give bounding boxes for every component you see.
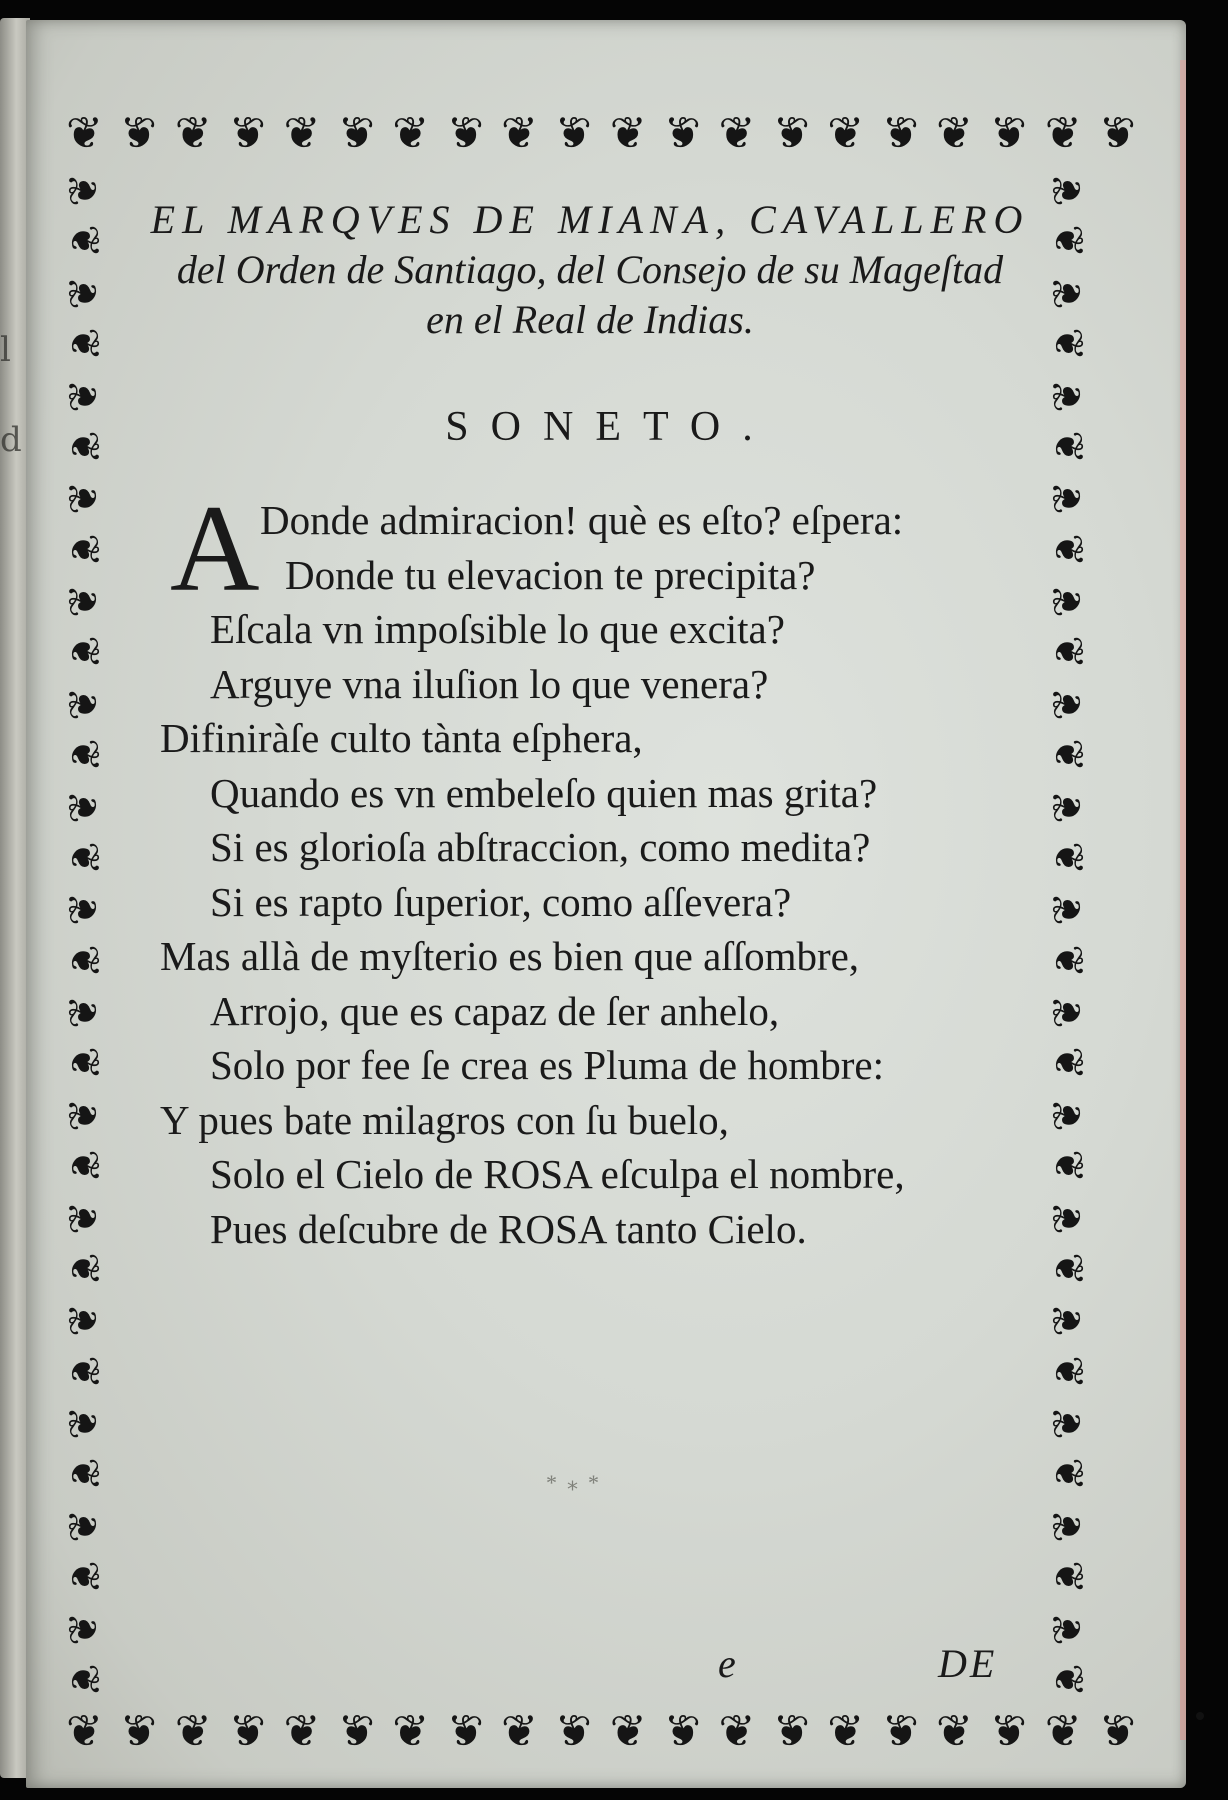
poem-line: Donde tu elevacion te precipita? — [285, 551, 816, 598]
fleuron-icon: ❦ — [60, 1252, 107, 1286]
poem-line: Donde admiracion! què es eſto? eſpera: — [260, 497, 904, 543]
fleuron-icon: ❦ — [718, 1706, 756, 1757]
fleuron-icon: ❦ — [1044, 1560, 1091, 1594]
poem-line: Quando es vn embeleſo quien mas grita? — [210, 769, 878, 816]
fleuron-icon: ❦ — [60, 1354, 107, 1389]
fleuron-icon: ❦ — [1044, 378, 1091, 413]
fleuron-icon: ❦ — [60, 1560, 107, 1594]
poem-line: Arguye vna iluſion lo que venera? — [210, 660, 769, 707]
fleuron-icon: ❦ — [1044, 1046, 1091, 1081]
fleuron-icon: ❦ — [60, 224, 107, 259]
fleuron-icon: ❦ — [174, 1706, 212, 1757]
fleuron-icon: ❦ — [60, 1149, 107, 1183]
fleuron-icon: ❦ — [60, 1508, 107, 1543]
left-page-bleed-mark: d — [0, 420, 22, 460]
fleuron-icon: ❦ — [392, 1706, 430, 1757]
poem-line: Solo el Cielo de ROSA eſculpa el nombre, — [210, 1151, 905, 1197]
fleuron-icon: ❦ — [60, 1457, 107, 1492]
fleuron-icon: ❦ — [1044, 173, 1091, 207]
fleuron-icon: ❦ — [283, 108, 321, 159]
ornamental-border-left — [54, 170, 114, 1700]
fleuron-icon: ❦ — [1044, 686, 1091, 721]
dedication-heading — [150, 195, 1030, 345]
fleuron-icon: ❦ — [1044, 108, 1082, 159]
fleuron-icon: ❦ — [60, 892, 107, 927]
fleuron-icon: ❦ — [609, 108, 647, 159]
fleuron-icon: ❦ — [120, 1706, 158, 1757]
ornamental-border-top — [66, 108, 1136, 159]
fleuron-icon: ❦ — [1044, 738, 1091, 772]
sonnet-poem — [150, 480, 1030, 1256]
fleuron-icon: ❦ — [1044, 995, 1091, 1029]
fleuron-icon: ❦ — [555, 108, 593, 159]
fleuron-icon: ❦ — [1099, 1706, 1136, 1757]
fleuron-icon: ❦ — [1044, 789, 1091, 824]
fleuron-icon: ❦ — [1044, 1097, 1091, 1132]
scan-dust-dot — [1196, 1712, 1204, 1720]
fleuron-icon: ❦ — [1044, 1303, 1091, 1338]
fleuron-icon: ❦ — [446, 1706, 484, 1757]
heading-line-3: en el Real de Indias. — [426, 297, 754, 342]
fleuron-icon: ❦ — [1044, 1406, 1091, 1440]
fleuron-icon: ❦ — [501, 1706, 538, 1757]
fleuron-icon: ❦ — [1044, 224, 1091, 259]
fleuron-icon: ❦ — [772, 1706, 810, 1757]
fleuron-icon: ❦ — [229, 108, 266, 159]
heading-line-2: del Orden de Santiago, del Consejo de su Mageſtad — [176, 247, 1004, 292]
fleuron-icon: ❦ — [1099, 108, 1136, 159]
poem-line: Y pues bate milagros con ſu buelo, — [160, 1096, 729, 1143]
signature-mark: e — [718, 1641, 736, 1686]
poem-line: Si es rapto ſuperior, como aſſevera? — [210, 878, 792, 925]
fleuron-icon: ❦ — [60, 943, 107, 978]
fleuron-icon: ❦ — [60, 532, 107, 567]
heading-line-1: EL MARQVES DE MIANA, CAVALLERO — [150, 197, 1030, 242]
fleuron-icon: ❦ — [60, 481, 107, 516]
fleuron-icon: ❦ — [60, 738, 107, 772]
ornamental-border-bottom — [66, 1706, 1136, 1757]
fleuron-icon: ❦ — [501, 108, 538, 159]
fleuron-icon: ❦ — [283, 1706, 321, 1757]
fleuron-icon: ❦ — [337, 1706, 375, 1757]
fleuron-icon: ❦ — [936, 108, 973, 159]
fleuron-icon: ❦ — [60, 1046, 107, 1081]
page-edge-stain — [1180, 60, 1186, 1740]
fleuron-icon: ❦ — [60, 1611, 107, 1646]
fleuron-icon: ❦ — [60, 995, 107, 1029]
fleuron-icon: ❦ — [60, 789, 107, 824]
fleuron-icon: ❦ — [60, 378, 107, 413]
fleuron-icon: ❦ — [60, 1663, 107, 1697]
poem-line: Difiniràſe culto tànta eſphera, — [160, 715, 643, 761]
fleuron-icon: ❦ — [1044, 1149, 1091, 1183]
poem-line: Mas allà de myſterio es bien que aſſombre, — [160, 933, 860, 979]
fleuron-icon: ❦ — [1044, 1508, 1091, 1543]
fleuron-icon: ❦ — [392, 108, 430, 159]
page-content — [150, 195, 1030, 1256]
fleuron-icon: ❦ — [229, 1706, 266, 1757]
fleuron-icon: ❦ — [60, 275, 107, 310]
fleuron-icon: ❦ — [555, 1706, 593, 1757]
fleuron-icon: ❦ — [60, 1303, 107, 1338]
fleuron-icon: ❦ — [120, 108, 158, 159]
poem-line: Arrojo, que es capaz de ſer anhelo, — [210, 987, 780, 1034]
fleuron-icon: ❦ — [827, 1706, 865, 1757]
fleuron-icon: ❦ — [1044, 841, 1091, 875]
poem-line: Solo por fee ſe crea es Pluma de hombre: — [210, 1042, 884, 1088]
poem-line: Pues deſcubre de ROSA tanto Cielo. — [210, 1205, 807, 1252]
drop-cap: A — [170, 480, 260, 617]
fleuron-icon: ❦ — [1044, 1200, 1091, 1235]
fleuron-icon: ❦ — [60, 327, 107, 361]
poem-line: Eſcala vn impoſsible lo que excita? — [210, 606, 785, 652]
fleuron-icon: ❦ — [60, 430, 107, 464]
fleuron-icon: ❦ — [1044, 1611, 1091, 1646]
fleuron-icon: ❦ — [60, 1200, 107, 1235]
fleuron-icon: ❦ — [1044, 1252, 1091, 1286]
fleuron-icon: ❦ — [446, 108, 484, 159]
fleuron-icon: ❦ — [936, 1706, 973, 1757]
fleuron-icon: ❦ — [60, 584, 107, 618]
fleuron-icon: ❦ — [66, 1706, 103, 1757]
fleuron-icon: ❦ — [609, 1706, 647, 1757]
fleuron-icon: ❦ — [1044, 275, 1091, 310]
fleuron-icon: ❦ — [174, 108, 212, 159]
fleuron-icon: ❦ — [1044, 635, 1091, 670]
fleuron-icon: ❦ — [1044, 327, 1091, 361]
fleuron-icon: ❦ — [881, 1706, 919, 1757]
fleuron-icon: ❦ — [881, 108, 919, 159]
fleuron-icon: ❦ — [772, 108, 810, 159]
fleuron-icon: ❦ — [664, 1706, 701, 1757]
fleuron-icon: ❦ — [990, 108, 1028, 159]
sonnet-title: SONETO. — [445, 404, 775, 450]
fleuron-icon: ❦ — [718, 108, 756, 159]
fleuron-icon: ❦ — [990, 1706, 1028, 1757]
book-page — [26, 20, 1186, 1788]
poem-line: Si es glorioſa abſtraccion, como medita? — [210, 824, 871, 870]
fleuron-icon: ❦ — [1044, 430, 1091, 464]
fleuron-icon: ❦ — [1044, 1457, 1091, 1492]
fleuron-icon: ❦ — [60, 1406, 107, 1440]
fleuron-icon: ❦ — [1044, 1354, 1091, 1389]
decorative-stars: *⁎* — [546, 1470, 609, 1495]
left-page-bleed-mark: l — [0, 330, 11, 370]
fleuron-icon: ❦ — [1044, 892, 1091, 927]
fleuron-icon: ❦ — [1044, 532, 1091, 567]
fleuron-icon: ❦ — [1044, 1663, 1091, 1697]
fleuron-icon: ❦ — [1044, 584, 1091, 618]
fleuron-icon: ❦ — [1044, 481, 1091, 516]
fleuron-icon: ❦ — [664, 108, 701, 159]
fleuron-icon: ❦ — [60, 841, 107, 875]
fleuron-icon: ❦ — [1044, 943, 1091, 978]
fleuron-icon: ❦ — [60, 173, 107, 207]
catchword: DE — [938, 1641, 998, 1686]
fleuron-icon: ❦ — [337, 108, 375, 159]
fleuron-icon: ❦ — [1044, 1706, 1082, 1757]
fleuron-icon: ❦ — [60, 635, 107, 670]
fleuron-icon: ❦ — [827, 108, 865, 159]
ornamental-border-right — [1038, 170, 1098, 1700]
fleuron-icon: ❦ — [60, 686, 107, 721]
fleuron-icon: ❦ — [66, 108, 103, 159]
fleuron-icon: ❦ — [60, 1097, 107, 1132]
